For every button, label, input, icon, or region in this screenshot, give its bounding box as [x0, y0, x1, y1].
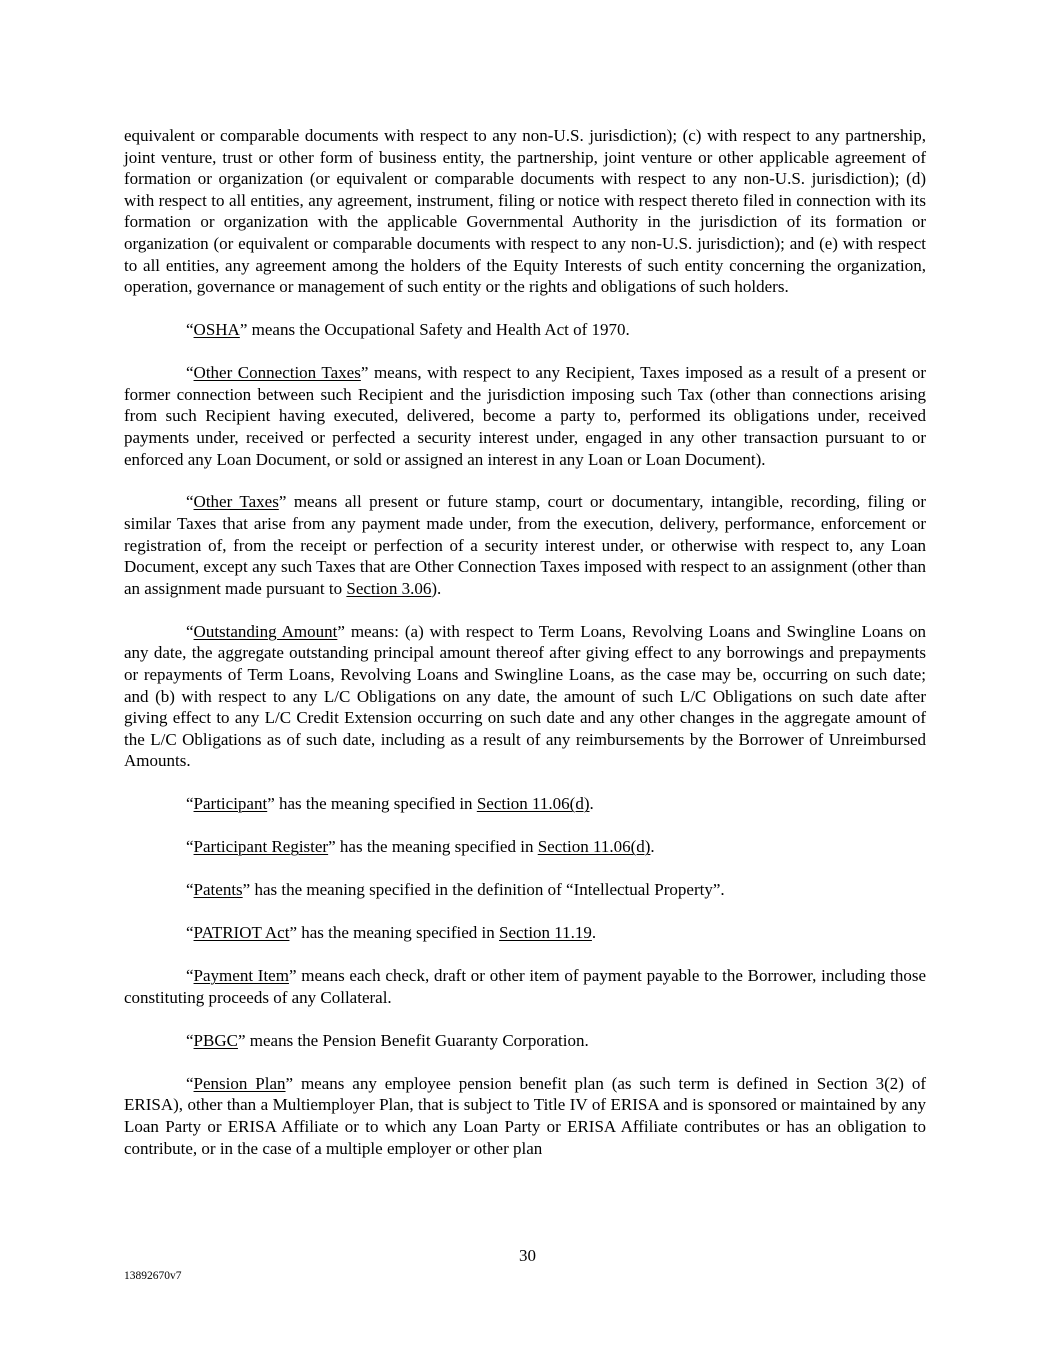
- paragraph-text: ” means: (a) with respect to Term Loans, Revolving Loans and Swingline Loans on any date, the aggregate outstanding principal amount thereof after giving effect to any borrowings and prepayments or repayments of Term Loans, Revolving Loans and Swingline Loans, as the case may be, occurring on such date; and (b) with respect to any L/C Obligations on any date, the amount of such L/C Obligations on such date after giving effect to any L/C Credit Extension occurring on such date and any other changes in the aggregate amount of the L/C Obligations as of such date, including as a result of any reimbursements by the Borrower of Unreimbursed Amounts.: [124, 621, 926, 771]
- defined-term: Payment Item: [193, 966, 289, 986]
- paragraph-text: “: [186, 621, 194, 641]
- paragraph-text: “: [186, 794, 194, 814]
- defined-term: Other Taxes: [193, 492, 279, 512]
- paragraph-text: ” has the meaning specified in: [267, 794, 477, 814]
- continued-paragraph: [124, 125, 926, 298]
- paragraph-text: ” means any employee pension benefit plan (as such term is defined in Section 3(2) of ERISA), other than a Multiemployer Plan, that is subject to Title IV of ERISA and is sponsored or maintained by any Loan Party or ERISA Affiliate or to which any Loan Party or ERISA Affiliate contributes or has an obligation to contribute, or in the case of a multiple employer or other plan: [124, 1073, 927, 1158]
- paragraph-text: “: [186, 837, 194, 857]
- section-reference: Section 11.06(d): [537, 837, 651, 857]
- defined-term: PBGC: [193, 1030, 238, 1050]
- defined-term: Participant: [193, 794, 268, 814]
- defined-term: Outstanding Amount: [193, 621, 338, 641]
- paragraph-text: “: [186, 492, 194, 512]
- defined-term: Pension Plan: [193, 1073, 286, 1093]
- defined-term: Other Connection Taxes: [193, 363, 361, 383]
- definition-paragraph: [124, 879, 926, 901]
- paragraph-text: ” means the Occupational Safety and Health Act of 1970.: [239, 320, 630, 340]
- paragraph-text: “: [186, 966, 194, 986]
- defined-term: OSHA: [193, 320, 240, 340]
- defined-term: Participant Register: [193, 837, 329, 857]
- definition-paragraph: [124, 1030, 926, 1052]
- paragraph-text: ).: [431, 578, 442, 598]
- section-reference: Section 11.06(d): [476, 794, 590, 814]
- paragraph-text: ” has the meaning specified in: [289, 923, 500, 943]
- paragraph-text: “: [186, 320, 194, 340]
- definition-paragraph: [124, 793, 926, 815]
- definition-paragraph: [124, 491, 926, 599]
- paragraph-text: “: [186, 880, 194, 900]
- paragraph-text: .: [650, 837, 655, 857]
- paragraph-text: ” means each check, draft or other item of payment payable to the Borrower, including those constituting proceeds of any Collateral.: [124, 966, 926, 1007]
- definition-paragraph: [124, 319, 926, 341]
- document-id: 13892670v7: [124, 1270, 182, 1282]
- defined-term: PATRIOT Act: [193, 923, 290, 943]
- paragraph-text: .: [589, 794, 594, 814]
- paragraph-text: ” has the meaning specified in: [328, 837, 538, 857]
- paragraph-text: “: [186, 1030, 194, 1050]
- definition-paragraph: [124, 362, 926, 470]
- definition-paragraph: [124, 836, 926, 858]
- paragraph-text: “: [186, 923, 194, 943]
- paragraph-text: ” means the Pension Benefit Guaranty Corporation.: [237, 1030, 589, 1050]
- defined-term: Patents: [193, 880, 243, 900]
- paragraph-text: “: [186, 363, 194, 383]
- paragraph-text: .: [591, 923, 597, 943]
- page-number: 30: [519, 1246, 536, 1265]
- definition-paragraph: [124, 1073, 926, 1159]
- paragraph-text: “: [186, 1073, 194, 1093]
- definition-paragraph: [124, 922, 926, 944]
- definition-paragraph: [124, 965, 926, 1008]
- section-reference: Section 3.06: [346, 578, 432, 598]
- section-reference: Section 11.19: [499, 923, 592, 943]
- paragraph-text: ” means, with respect to any Recipient, Taxes imposed as a result of a present or former connection between such Recipient and the jurisdiction imposing such Tax (other than connections arising from such Recipient having executed, delivered, become a party to, performed its obligations under, received payments under, received or perfected a security interest under, engaged in any other transaction pursuant to or enforced any Loan Document, or sold or assigned an interest in any Loan or Loan Document).: [124, 363, 927, 469]
- document-body: [124, 125, 926, 1159]
- paragraph-text: ” has the meaning specified in the definition of “Intellectual Property”.: [242, 880, 725, 900]
- paragraph-text: equivalent or comparable documents with respect to any non-U.S. jurisdiction); (c) with respect to any partnership, joint venture, trust or other form of business entity, the partnership, joint venture or other applicable agreement of formation or organization (or equivalent or comparable documents with respect to any non-U.S. jurisdiction); (d) with respect to all entities, any agreement, instrument, filing or notice with respect thereto filed in connection with its formation or organization with the applicable Governmental Authority in the jurisdiction of its formation or organization (or equivalent or comparable documents with respect to any non-U.S. jurisdiction); and (e) with respect to all entities, any agreement among the holders of the Equity Interests of such entity concerning the organization, operation, governance or management of such entity or the rights and obligations of such holders.: [124, 126, 926, 297]
- paragraph-text: ” means all present or future stamp, court or documentary, intangible, recording, filing or similar Taxes that arise from any payment made under, from the execution, delivery, performance, enforcement or registration of, from the receipt or perfection of a security interest under, or otherwise with respect to, any Loan Document, except any such Taxes that are Other Connection Taxes imposed with respect to an assignment (other than an assignment made pursuant to: [124, 492, 926, 598]
- definition-paragraph: [124, 621, 926, 772]
